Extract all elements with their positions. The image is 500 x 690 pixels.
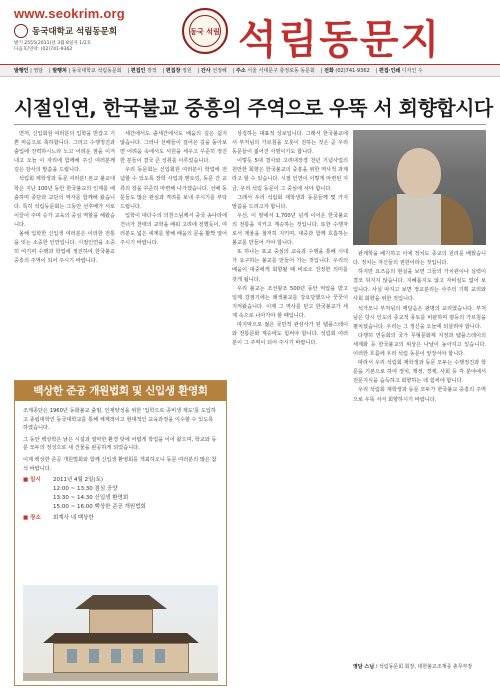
- info-item: | 간사 선정혜: [197, 68, 227, 74]
- info-item: | 전화 (02)741-9362: [320, 68, 370, 74]
- article-signature: 영담 스님 / 석림동문회 회장, 대한불교조계종 총무부장: [353, 664, 473, 670]
- seal-icon: [14, 24, 28, 38]
- paragraph: 석가모니 부처님의 깨달음은 광명의 교리였습니다. 부처님은 당시 인도의 종교적 풍토를 비판하며 평등의 가르침을 펼치셨습니다. 우리는 그 정신을 오늘에 되살려야 합니다.: [353, 305, 486, 330]
- info-item: | 주소 서울 서대문구 충정로동 동문회: [232, 68, 315, 74]
- signature-name: 영담 스님: [353, 664, 375, 670]
- issue-line-2: 다음호/연락: (02)741-9362: [14, 47, 73, 53]
- building-photo: [23, 585, 218, 681]
- masthead-info: [14, 6, 164, 54]
- masthead: [0, 0, 500, 62]
- paragraph: 이렇듯 5대 결사와 고려대장경 천년 기념사업의 원만한 회향은 한국불교의 중흥을 위한 역사적 과제라고 할 수 있습니다. 시절 인연이 이렇게 마련된 지금, 우리 석림 동문이 그 중심에 서야 합니다.: [232, 158, 348, 192]
- schedule-item: 13:30 ~ 14:30 신입생 환영회: [53, 495, 129, 502]
- paragraph: 올해 입학한 신입생 여러분은 이러한 전통을 잇는 소중한 인연입니다. 시절인연을 소중히 여기며 수행과 학업에 정진하여 한국불교 중흥의 주역이 되어 주시기 바랍니다.: [14, 231, 115, 265]
- notice-title: 백상한 준공 개원법회 및 신입생 환영회: [15, 381, 226, 401]
- event-notice-box: [14, 380, 227, 686]
- publication-info-bar: [0, 64, 500, 77]
- article-column-1: [14, 130, 115, 376]
- issue-line-1: 발기 2555(2011)년 3월 8일자 1/2호: [14, 41, 92, 46]
- publisher-name: 동국대학교 석림동문회: [32, 27, 118, 37]
- notice-paragraph: 그 동안 백상학은 낡은 시설과 열악한 환경 탓에 어렵게 학업을 이어 왔으며, 학교와 동문 모두의 정성으로 새 건물을 완공하게 되었습니다.: [23, 436, 217, 452]
- headline-divider: [14, 124, 486, 125]
- paragraph: 하지만 요즈음의 현실을 보면 그들의 가치관이나 실력이 결코 뒤지지 않습니다. 지혜롭지도 않고 자비심도 없어 보입니다. 사실 따지고 보면 정교분리는 사주의 기획 교리와 사회 회향을 위한 것입니다.: [353, 269, 486, 303]
- schedule-item: 12:00 ~ 13:30 점심 공양: [53, 486, 118, 493]
- event-venue: 회계사 내 백상한: [53, 515, 94, 522]
- paragraph: 마지막으로 젊은 국민적 관심사가 된 템플스테이와 전통문화 계승에도 힘써야 합니다. 석림회 여러분이 그 주역이 되어 주시기 바랍니다.: [232, 321, 348, 347]
- notice-paragraph: 조계종단은 1960년 동화불교 출범, 인재양성을 위한 '입학으로 종비생 제도'를 도입하고 종립대학인 동국대학교를 통해 체계적이고 현대적인 교육과정을 이수할 수 있도록 하였습니다.: [23, 408, 216, 432]
- article-headline: 시절인연, 한국불교 중흥의 주역으로 우뚝 서 회향합시다: [14, 96, 493, 120]
- venue-label: ■ 장소: [23, 515, 41, 522]
- publisher-row: [14, 24, 164, 38]
- info-item: | 편집장 정원: [162, 68, 192, 74]
- paragraph: 석림회 재학생과 동문 여러분! 본교 불교대학은 지난 100년 동안 한국불교의 인재를 배출하며 종단과 교단의 역사를 함께해 왔습니다. 특히 석림동문회는 그동안 선후배가 서로 이끌어 주며 승가 교육의 중심 역할을 해왔습니다.: [14, 176, 115, 228]
- schedule-item: 15:00 ~ 16:00 백상한 준공 개원법회: [53, 504, 146, 511]
- emblem-text: 동국 석림: [189, 15, 221, 47]
- paragraph: 우리 불교는 조선왕조 500년 동안 억압을 받고 일제 강점기에는 왜색불교를 강요당했으나 꿋꿋이 지켜왔습니다. 이제 그 역사를 딛고 한국불교가 세계 속으로 나아가야 할 때입니다.: [232, 285, 348, 319]
- article-column-3: [232, 130, 348, 686]
- paragraph: 우선, 이 땅에서 1,700년 넘게 이어온 한국불교의 전통을 지키고 계승하는 것입니다. 또한 수행자로서 계율을 철저히 지키며, 대중과 함께 호흡하는 불교를 만들어 가야 합니다.: [232, 212, 348, 247]
- paragraph: 상징하는 대표적 성보입니다. 그래서 한국불교에서 부처님의 가르침을 오롯이 전하는 것은 곧 우리 동문들이 짊어진 사명이기도 합니다.: [232, 131, 348, 156]
- paragraph: 다행히 연등회의 국가 무형문화재 지정과 템플스테이의 세계화 등 한국불교의 위상은 나날이 높아지고 있습니다. 이러한 흐름에 우리 석림 동문이 앞장서야 합니다.: [353, 332, 486, 358]
- paragraph: 세간에서도 출세간에서도 배움의 길은 쉽지 않습니다. 그러나 선배들이 걸어온 길을 돌아보면 어려움 속에서도 서원을 세우고 꾸준히 정진한 분들이 결국 큰 성취를 이루었습니다.: [120, 131, 227, 165]
- paragraph: 입학이 대다수의 의천스님께서 중국 송나라에 건너가 천태의 교학을 배워 고려에 전했듯이, 여러분도 넓은 세계를 향해 배움의 문을 활짝 열어 주시기 바랍니다.: [120, 212, 227, 247]
- info-item: | 편집인 장적: [127, 68, 157, 74]
- event-schedule: [23, 476, 218, 523]
- paragraph: 그래서 우리 석림회 재학생과 동문들께 몇 가지 말씀을 드리고자 합니다.: [232, 194, 348, 210]
- monk-portrait-photo: [353, 130, 486, 245]
- article-column-2: [120, 130, 227, 376]
- newspaper-title: 석림동문지: [238, 16, 442, 63]
- article-column-4: [353, 250, 486, 660]
- paragraph: 우리 동문회는 신입회원 여러분이 학업에 전념할 수 있도록 장학 사업과 멘토링, 동문 간 교류의 장을 꾸준히 마련해 나가겠습니다. 선배 동문들도 많은 관심과 격려를 보내 주시기를 부탁드립니다.: [120, 167, 227, 210]
- info-item: | 발행처 | 동국대학교 석림동문회: [49, 68, 122, 74]
- paragraph: 우리 석림회 재학생과 동문 모두가 한국불교 중흥의 주역으로 우뚝 서서 회향하시기 바랍니다.: [353, 387, 486, 403]
- info-item: | 편집·인쇄 디자인 수: [375, 68, 423, 74]
- paragraph: 또 하나는 포교 중심의 교육과 수행을 통해 시대가 요구하는 불교를 만들어 가는 것입니다. 우리의 배움이 대중에게 회향될 때 비로소 진정한 의미를 갖게 됩니다.: [232, 249, 348, 283]
- paragraph: 면저, 신입회원 여러분의 입학을 반갑고 기쁜 마음으로 축하합니다. 그리고 수행정진과 출입에 진력하시느라 노고 어려운 점을 이겨내고 오늘 이 자리에 함께해 주신 여러분께 깊은 감사의 말씀을 드립니다.: [14, 131, 115, 174]
- schedule-label: ■ 일시: [23, 477, 41, 484]
- signature-role: 석림동문회 회장, 대한불교조계종 총무부장: [378, 664, 473, 670]
- website-url[interactable]: www.seokrim.org: [14, 6, 125, 21]
- paragraph: 따라서 우리 석림회 재학생과 동문 모두는 수행정진과 학문을 기본으로 하여 정치, 행정, 경제, 사회 등 각 분야에서 전문지식을 습득하고 회향하는 데 힘써야 합니다.: [353, 360, 486, 385]
- info-item: 발행인 | 영담: [14, 68, 44, 74]
- paragraph: 관계학을 배기하고 이에 정치도 종교의 원리를 배웠습니다. 정치는 자신들의 권한이라는 것입니다.: [353, 251, 486, 267]
- notice-paragraph: 이제 백상한 준공 개원법회와 함께 신입생 환영회를 개최하오니 동문 여러분의 많은 참석 바랍니다.: [23, 456, 217, 472]
- notice-body: [15, 401, 226, 523]
- emblem-logo: [182, 8, 228, 54]
- event-date: 2011년 4월 2일(토): [53, 477, 104, 484]
